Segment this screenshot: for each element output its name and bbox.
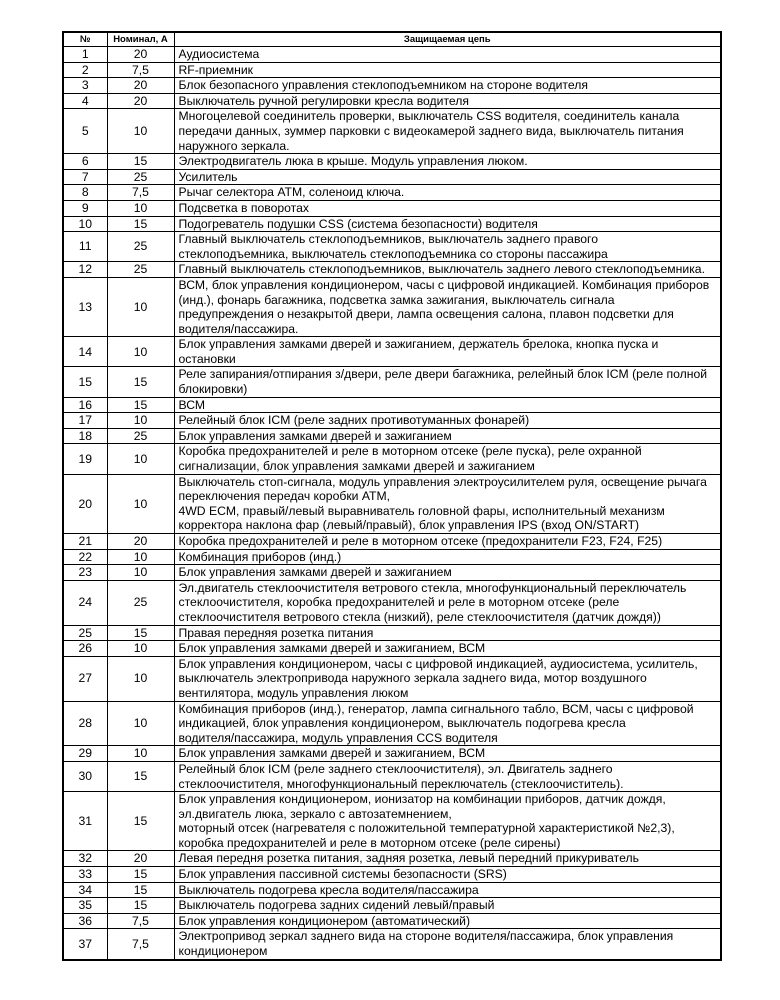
fuse-circuit-cell: Блок безопасного управления стеклоподъемником на стороне водителя xyxy=(174,78,721,94)
fuse-number-cell: 24 xyxy=(63,580,107,625)
fuse-circuit-cell: Блок управления замками дверей и зажиганием, держатель брелока, кнопка пуска и остановки xyxy=(174,337,721,367)
table-row xyxy=(63,792,721,851)
fuse-circuit-cell: Выключатель подогрева задних сидений левый/правый xyxy=(174,898,721,914)
table-row xyxy=(63,898,721,914)
fuse-number-cell: 32 xyxy=(63,851,107,867)
fuse-circuit-cell: Блок управления кондиционером, часы с цифровой индикацией, аудиосистема, усилитель, выключатель электропривода наружного зеркала заднего вида, мотор воздушного вентилятора, модуль управления люком xyxy=(174,656,721,701)
fuse-number-cell: 16 xyxy=(63,397,107,413)
fuse-number-cell: 15 xyxy=(63,367,107,397)
fuse-rating-cell: 7,5 xyxy=(107,185,174,201)
table-row xyxy=(63,656,721,701)
fuse-rating-cell: 15 xyxy=(107,216,174,232)
table-row xyxy=(63,397,721,413)
fuse-rating-cell: 10 xyxy=(107,656,174,701)
fuse-number-cell: 6 xyxy=(63,154,107,170)
fuse-number-cell: 21 xyxy=(63,534,107,550)
fuse-rating-cell: 15 xyxy=(107,867,174,883)
table-row xyxy=(63,78,721,94)
fuse-number-cell: 22 xyxy=(63,549,107,565)
fuse-circuit-cell: Электродвигатель люка в крыше. Модуль управления люком. xyxy=(174,154,721,170)
fuse-rating-cell: 25 xyxy=(107,232,174,262)
fuse-circuit-cell: Эл.двигатель стеклоочистителя ветрового стекла, многофункциональный переключатель стеклоочистителя, коробка предохранителей и реле в моторном отсеке (реле стеклоочистителя ветрового стекла (низкий), реле стеклоочистителя (датчик дождя)) xyxy=(174,580,721,625)
fuse-number-cell: 11 xyxy=(63,232,107,262)
fuse-rating-cell: 15 xyxy=(107,397,174,413)
fuse-circuit-cell: Блок управления замками дверей и зажиганием xyxy=(174,565,721,581)
fuse-rating-cell: 20 xyxy=(107,78,174,94)
fuse-rating-cell: 10 xyxy=(107,746,174,762)
table-header-row xyxy=(63,32,721,47)
fuse-number-cell: 2 xyxy=(63,62,107,78)
fuse-circuit-cell: Аудиосистема xyxy=(174,47,721,63)
fuse-rating-cell: 10 xyxy=(107,109,174,154)
fuse-rating-cell: 25 xyxy=(107,262,174,278)
fuse-number-cell: 5 xyxy=(63,109,107,154)
fuse-circuit-cell: ВСМ, блок управления кондиционером, часы с цифровой индикацией. Комбинация приборов (инд.), фонарь багажника, подсветка замка зажигания, выключатель сигнала предупреждения о незакрытой двери, лампа освещения салона, плавон подсветки для водителя/пассажира. xyxy=(174,277,721,336)
fuse-number-cell: 37 xyxy=(63,929,107,960)
table-row xyxy=(63,851,721,867)
fuse-circuit-cell: Главный выключатель стеклоподъемников, выключатель заднего правого стеклоподъемника, выключатель стеклоподъемника со стороны пассажира xyxy=(174,232,721,262)
table-row xyxy=(63,534,721,550)
fuse-rating-cell: 25 xyxy=(107,169,174,185)
fuse-rating-cell: 15 xyxy=(107,367,174,397)
fuse-rating-cell: 15 xyxy=(107,154,174,170)
fuse-rating-cell: 10 xyxy=(107,277,174,336)
fuse-circuit-cell: Релейный блок ICM (реле заднего стеклоочистителя), эл. Двигатель заднего стеклоочистителя, многофункциональный переключатель (стеклоочиститель). xyxy=(174,761,721,791)
fuse-number-cell: 13 xyxy=(63,277,107,336)
fuse-number-cell: 27 xyxy=(63,656,107,701)
fuse-table-page xyxy=(62,31,720,961)
fuse-number-cell: 25 xyxy=(63,625,107,641)
fuse-rating-cell: 10 xyxy=(107,337,174,367)
fuse-number-cell: 30 xyxy=(63,761,107,791)
table-row xyxy=(63,913,721,929)
table-row xyxy=(63,47,721,63)
table-row xyxy=(63,929,721,960)
fuse-rating-cell: 15 xyxy=(107,625,174,641)
fuse-circuit-cell: Левая передня розетка питания, задняя розетка, левый передний прикуриватель xyxy=(174,851,721,867)
table-row xyxy=(63,549,721,565)
table-row xyxy=(63,565,721,581)
table-row xyxy=(63,701,721,746)
table-row xyxy=(63,625,721,641)
table-row xyxy=(63,337,721,367)
column-header-rating: Номинал, А xyxy=(107,32,174,47)
fuse-circuit-cell: Подсветка в поворотах xyxy=(174,200,721,216)
fuse-circuit-cell: Блок управления замками дверей и зажиганием, ВСМ xyxy=(174,746,721,762)
fuse-number-cell: 20 xyxy=(63,474,107,533)
column-header-circuit: Защищаемая цепь xyxy=(174,32,721,47)
table-row xyxy=(63,216,721,232)
table-row xyxy=(63,169,721,185)
fuse-rating-cell: 7,5 xyxy=(107,929,174,960)
table-row xyxy=(63,474,721,533)
table-row xyxy=(63,232,721,262)
fuse-number-cell: 4 xyxy=(63,93,107,109)
fuse-circuit-cell: Блок управления кондиционером (автоматический) xyxy=(174,913,721,929)
fuse-circuit-cell: Главный выключатель стеклоподъемников, выключатель заднего левого стеклоподъемника. xyxy=(174,262,721,278)
fuse-number-cell: 33 xyxy=(63,867,107,883)
fuse-number-cell: 26 xyxy=(63,641,107,657)
fuse-number-cell: 18 xyxy=(63,428,107,444)
fuse-rating-cell: 20 xyxy=(107,851,174,867)
fuse-circuit-cell: Релейный блок ICM (реле задних противотуманных фонарей) xyxy=(174,413,721,429)
fuse-circuit-cell: Правая передняя розетка питания xyxy=(174,625,721,641)
fuse-number-cell: 14 xyxy=(63,337,107,367)
fuse-number-cell: 1 xyxy=(63,47,107,63)
fuse-number-cell: 10 xyxy=(63,216,107,232)
fuse-table xyxy=(62,31,722,961)
fuse-circuit-cell: Подогреватель подушки CSS (система безопасности) водителя xyxy=(174,216,721,232)
fuse-number-cell: 36 xyxy=(63,913,107,929)
column-header-number: № xyxy=(63,32,107,47)
fuse-circuit-cell: Коробка предохранителей и реле в моторном отсеке (предохранители F23, F24, F25) xyxy=(174,534,721,550)
fuse-rating-cell: 10 xyxy=(107,641,174,657)
table-row xyxy=(63,413,721,429)
fuse-rating-cell: 10 xyxy=(107,565,174,581)
table-row xyxy=(63,882,721,898)
fuse-circuit-cell: Многоцелевой соединитель проверки, выключатель CSS водителя, соединитель канала передачи данных, зуммер парковки с видеокамерой заднего вида, выключатель питания наружного зеркала. xyxy=(174,109,721,154)
fuse-circuit-cell: Коробка предохранителей и реле в моторном отсеке (реле пуска), реле охранной сигнализации, блок управления замками дверей и зажиганием xyxy=(174,444,721,474)
fuse-rating-cell: 10 xyxy=(107,413,174,429)
fuse-number-cell: 29 xyxy=(63,746,107,762)
table-row xyxy=(63,93,721,109)
fuse-circuit-cell: Выключатель подогрева кресла водителя/пассажира xyxy=(174,882,721,898)
table-row xyxy=(63,367,721,397)
fuse-number-cell: 12 xyxy=(63,262,107,278)
fuse-circuit-cell: Блок управления кондиционером, ионизатор на комбинации приборов, датчик дождя, эл.двигатель люка, зеркало с автозатемнением, моторный отсек (нагревателя с положительной температурной характеристикой №2,3), коробка предохранителей и реле в моторном отсеке (реле сирены) xyxy=(174,792,721,851)
fuse-circuit-cell: Блок управления замками дверей и зажиганием xyxy=(174,428,721,444)
fuse-rating-cell: 20 xyxy=(107,534,174,550)
fuse-rating-cell: 10 xyxy=(107,549,174,565)
fuse-rating-cell: 7,5 xyxy=(107,62,174,78)
fuse-rating-cell: 10 xyxy=(107,701,174,746)
fuse-number-cell: 3 xyxy=(63,78,107,94)
fuse-circuit-cell: Блок управления замками дверей и зажиганием, ВСМ xyxy=(174,641,721,657)
fuse-number-cell: 35 xyxy=(63,898,107,914)
table-row xyxy=(63,62,721,78)
fuse-circuit-cell: Комбинация приборов (инд.) xyxy=(174,549,721,565)
fuse-circuit-cell: Выключатель ручной регулировки кресла водителя xyxy=(174,93,721,109)
fuse-circuit-cell: Блок управления пассивной системы безопасности (SRS) xyxy=(174,867,721,883)
fuse-rating-cell: 25 xyxy=(107,580,174,625)
table-row xyxy=(63,580,721,625)
fuse-table-body xyxy=(63,47,721,960)
fuse-rating-cell: 20 xyxy=(107,93,174,109)
fuse-circuit-cell: RF-приемник xyxy=(174,62,721,78)
fuse-circuit-cell: Выключатель стоп-сигнала, модуль управления электроусилителем руля, освещение рычага переключения передач коробки АТМ, 4WD ECM, правый/левый выравниватель головной фары, исполнительный механизм корректора наклона фар (левый/правый), блок управления IPS (вход ON/START) xyxy=(174,474,721,533)
table-row xyxy=(63,444,721,474)
fuse-rating-cell: 10 xyxy=(107,444,174,474)
fuse-number-cell: 17 xyxy=(63,413,107,429)
fuse-number-cell: 7 xyxy=(63,169,107,185)
fuse-number-cell: 8 xyxy=(63,185,107,201)
fuse-number-cell: 31 xyxy=(63,792,107,851)
fuse-circuit-cell: Комбинация приборов (инд.), генератор, лампа сигнального табло, ВСМ, часы с цифровой индикацией, блок управления кондиционером, выключатель подогрева кресла водителя/пассажира, модуль управления CCS водителя xyxy=(174,701,721,746)
fuse-rating-cell: 15 xyxy=(107,898,174,914)
fuse-circuit-cell: Рычаг селектора АТМ, соленоид ключа. xyxy=(174,185,721,201)
fuse-rating-cell: 20 xyxy=(107,47,174,63)
fuse-number-cell: 19 xyxy=(63,444,107,474)
fuse-rating-cell: 10 xyxy=(107,474,174,533)
table-row xyxy=(63,761,721,791)
table-row xyxy=(63,277,721,336)
fuse-number-cell: 28 xyxy=(63,701,107,746)
fuse-number-cell: 23 xyxy=(63,565,107,581)
fuse-circuit-cell: Реле запирания/отпирания з/двери, реле двери багажника, релейный блок ICM (реле полной блокировки) xyxy=(174,367,721,397)
fuse-circuit-cell: ВСМ xyxy=(174,397,721,413)
table-row xyxy=(63,154,721,170)
table-row xyxy=(63,428,721,444)
fuse-number-cell: 34 xyxy=(63,882,107,898)
table-row xyxy=(63,200,721,216)
fuse-number-cell: 9 xyxy=(63,200,107,216)
fuse-rating-cell: 7,5 xyxy=(107,913,174,929)
table-row xyxy=(63,867,721,883)
table-row xyxy=(63,641,721,657)
fuse-circuit-cell: Электропривод зеркал заднего вида на стороне водителя/пассажира, блок управления кондиционером xyxy=(174,929,721,960)
fuse-rating-cell: 10 xyxy=(107,200,174,216)
fuse-rating-cell: 15 xyxy=(107,882,174,898)
fuse-rating-cell: 15 xyxy=(107,761,174,791)
fuse-circuit-cell: Усилитель xyxy=(174,169,721,185)
table-row xyxy=(63,109,721,154)
fuse-rating-cell: 15 xyxy=(107,792,174,851)
fuse-rating-cell: 25 xyxy=(107,428,174,444)
table-row xyxy=(63,185,721,201)
table-row xyxy=(63,262,721,278)
table-row xyxy=(63,746,721,762)
